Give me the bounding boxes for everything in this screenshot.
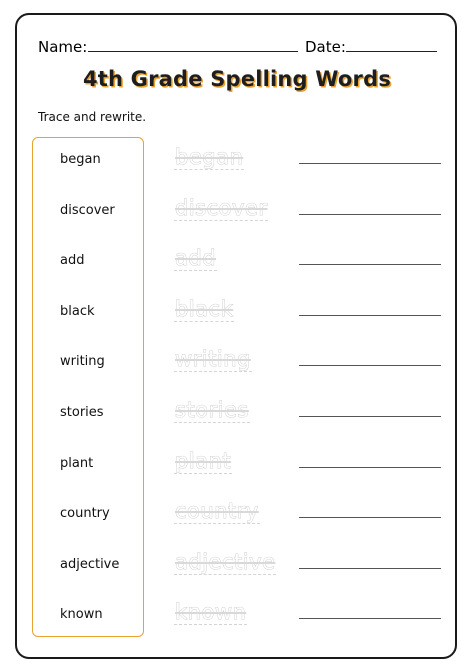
trace-word: add <box>175 246 217 271</box>
trace-word: stories <box>175 398 249 422</box>
spelling-word: plant <box>60 455 94 471</box>
name-label: Name: <box>38 38 88 56</box>
word-row <box>0 195 474 225</box>
trace-word: country <box>175 499 259 524</box>
rewrite-line[interactable] <box>299 315 441 316</box>
trace-word: writing <box>175 347 251 372</box>
rewrite-line[interactable] <box>299 568 441 569</box>
trace-word: black <box>175 296 234 321</box>
word-row <box>0 398 474 427</box>
name-line[interactable] <box>88 51 298 52</box>
spelling-word: began <box>60 152 101 167</box>
rewrite-line[interactable] <box>299 214 441 215</box>
spelling-word: writing <box>60 354 105 370</box>
trace-baseline <box>174 473 232 474</box>
spelling-word: adjective <box>60 556 120 572</box>
instruction-text: Trace and rewrite. <box>38 110 147 124</box>
trace-baseline <box>174 523 260 524</box>
trace-baseline <box>174 220 268 221</box>
trace-word: adjective <box>175 549 276 574</box>
trace-baseline <box>174 624 247 625</box>
rewrite-line[interactable] <box>299 264 441 265</box>
trace-baseline <box>174 270 217 271</box>
word-row <box>0 296 474 326</box>
spelling-word: known <box>60 607 103 623</box>
spelling-word: black <box>60 303 95 319</box>
rewrite-line[interactable] <box>299 416 441 417</box>
word-row <box>0 246 474 275</box>
trace-baseline <box>174 371 252 372</box>
date-label: Date: <box>305 38 346 56</box>
trace-word: plant <box>175 448 232 473</box>
word-row <box>0 499 474 528</box>
word-row <box>0 347 474 376</box>
word-row <box>0 448 474 478</box>
trace-word: began <box>175 145 244 169</box>
trace-baseline <box>174 574 276 575</box>
rewrite-line[interactable] <box>299 517 441 518</box>
trace-baseline <box>174 321 234 322</box>
word-row <box>0 600 474 629</box>
trace-word: known <box>175 600 247 625</box>
spelling-word: discover <box>60 202 115 218</box>
spelling-word: stories <box>60 405 104 420</box>
word-row <box>0 145 474 174</box>
word-row <box>0 549 474 579</box>
worksheet-title: 4th Grade Spelling Words <box>82 67 392 91</box>
rewrite-line[interactable] <box>299 618 441 619</box>
spelling-word: add <box>60 253 85 269</box>
date-line[interactable] <box>346 51 437 52</box>
rewrite-line[interactable] <box>299 467 441 468</box>
rewrite-line[interactable] <box>299 163 441 164</box>
spelling-word: country <box>60 506 110 522</box>
rewrite-line[interactable] <box>299 365 441 366</box>
trace-baseline <box>174 422 250 423</box>
trace-word: discover <box>175 195 268 220</box>
trace-baseline <box>174 169 244 170</box>
